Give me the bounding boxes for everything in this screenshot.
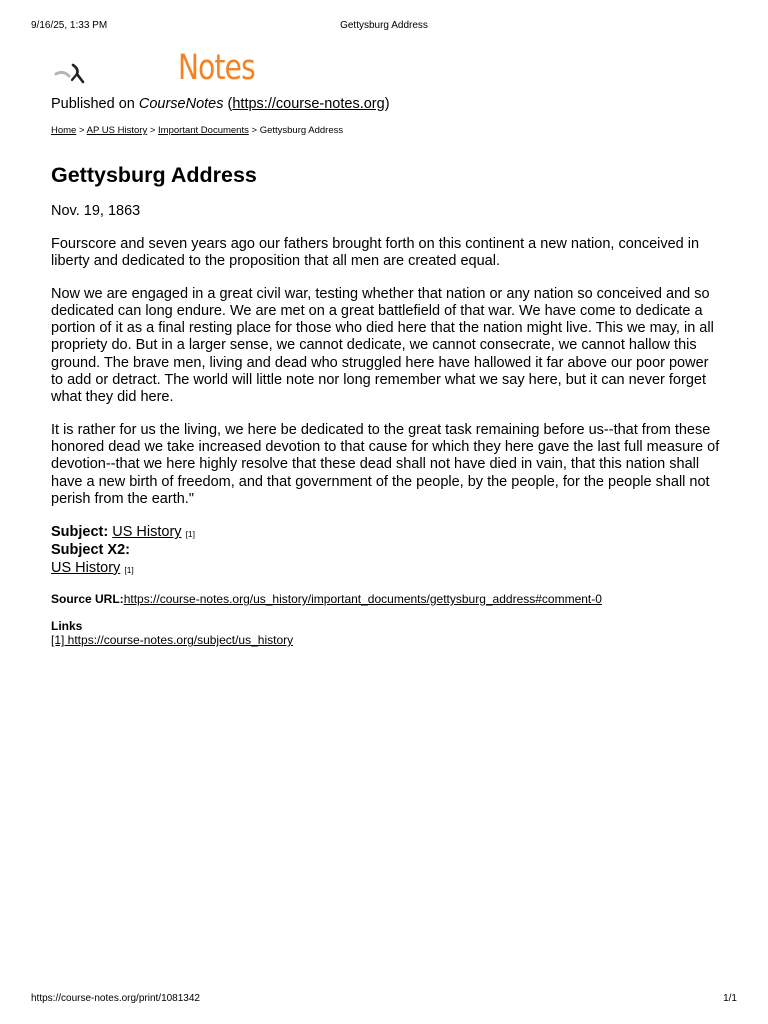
subject-x2-link[interactable]: US History bbox=[51, 559, 121, 576]
breadcrumb-separator: > bbox=[76, 125, 87, 136]
print-page-number: 1/1 bbox=[723, 993, 737, 1004]
subject-x2-field bbox=[51, 542, 721, 559]
print-datetime: 9/16/25, 1:33 PM bbox=[31, 20, 108, 31]
print-footer-url: https://course-notes.org/print/1081342 bbox=[31, 993, 200, 1004]
page-title: Gettysburg Address bbox=[51, 163, 257, 187]
subject-x2-label: Subject X2: bbox=[51, 542, 130, 559]
print-page-title: Gettysburg Address bbox=[340, 20, 428, 31]
article-date: Nov. 19, 1863 bbox=[51, 203, 141, 219]
breadcrumb bbox=[51, 125, 721, 137]
breadcrumb-home[interactable]: Home bbox=[51, 125, 77, 136]
breadcrumb-ap-us-history[interactable]: AP US History bbox=[86, 125, 148, 136]
breadcrumb-separator: > bbox=[248, 125, 260, 136]
source-url-label: Source URL: bbox=[51, 592, 124, 607]
source-url-link[interactable]: https://course-notes.org/us_history/important_documents/gettysburg_address#comment-0 bbox=[123, 592, 602, 607]
links-heading: Links bbox=[51, 619, 83, 634]
published-line bbox=[51, 95, 721, 113]
article-paragraph-1: Fourscore and seven years ago our fathers brought forth on this continent a new nation, conceived in liberty and dedicated to the proposition that all men are created equal. bbox=[51, 236, 700, 270]
published-site-name: CourseNotes bbox=[138, 96, 224, 112]
subject-x2-ref: [1] bbox=[124, 564, 134, 575]
logo-wordmark: Notes bbox=[178, 48, 255, 88]
subject-link[interactable]: US History bbox=[112, 524, 182, 541]
article-paragraph-2: Now we are engaged in a great civil war, testing whether that nation or any nation so conceived and so dedicated can long endure. We are met on a great battlefield of that war. We have come to dedicate a portion of it as a final resting place for those who died here that the nation might live. This we may, in all propriety do. But in a larger sense, we cannot dedicate, we cannot consecrate, we cannot hallow this ground. The brave men, living and dead who struggled here have hallowed it far above our poor power to add or detract. The world will little note nor long remember what we say here, but it can never forget what they did here. bbox=[51, 285, 714, 406]
breadcrumb-separator: > bbox=[147, 125, 159, 136]
published-close-paren: ) bbox=[384, 96, 390, 112]
subject-ref: [1] bbox=[185, 529, 196, 540]
document-content bbox=[51, 44, 721, 647]
article-paragraph-3: It is rather for us the living, we here be dedicated to the great task remaining before us--that from these honored dead we take increased devotion to that cause for which they here gave the last full measure of devotion--that we here highly resolve that these dead shall not have died in vain, that this nation shall have a new birth of freedom, and that government of the people, by the people, for the people shall not perish from the earth." bbox=[51, 421, 720, 507]
source-url-line bbox=[51, 592, 721, 606]
site-logo[interactable] bbox=[51, 44, 721, 94]
published-open-paren: ( bbox=[223, 96, 233, 112]
breadcrumb-important-documents[interactable]: Important Documents bbox=[158, 125, 249, 136]
subject-field bbox=[51, 524, 721, 542]
links-item-1[interactable]: [1] https://course-notes.org/subject/us_history bbox=[51, 633, 294, 648]
published-prefix: Published on bbox=[51, 96, 139, 112]
logo-mark-icon bbox=[53, 60, 93, 86]
links-section bbox=[51, 619, 721, 647]
subject-x2-value-row bbox=[51, 560, 721, 578]
taxonomy-fields bbox=[51, 524, 721, 578]
published-site-link[interactable]: https://course-notes.org bbox=[232, 96, 385, 112]
breadcrumb-current: Gettysburg Address bbox=[259, 125, 344, 136]
subject-label: Subject: bbox=[51, 524, 109, 541]
